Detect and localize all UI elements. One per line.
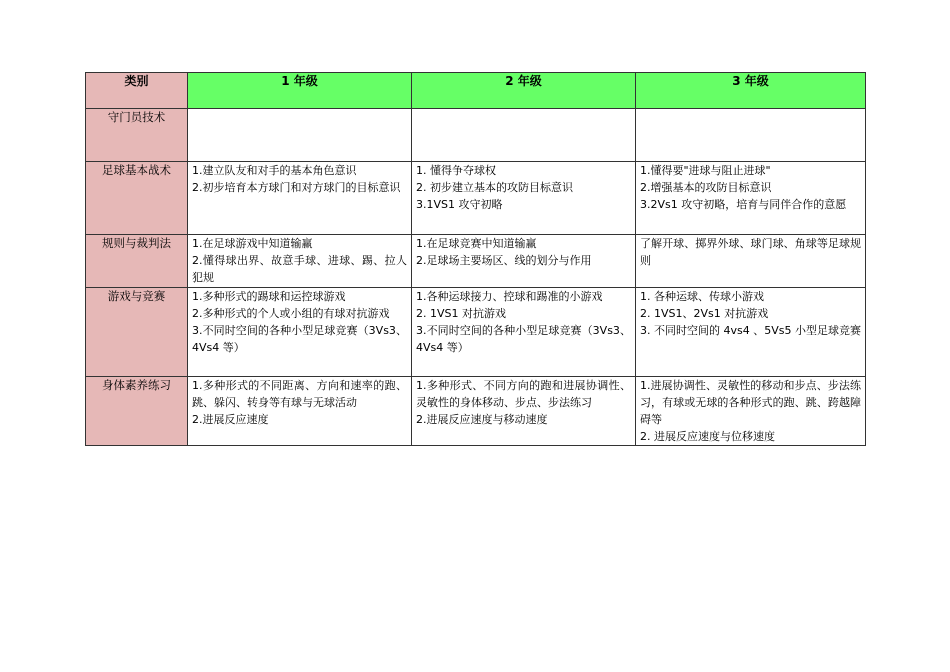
cell-line: 3.2Vs1 攻守初略，培育与同伴合作的意愿 [640,198,847,211]
row-category: 游戏与竞赛 [86,288,188,377]
table-cell [636,288,866,377]
cell-line: 2. 1VS1 对抗游戏 [416,307,506,320]
table-cell [636,109,866,162]
cell-line: 2.进展反应速度与移动速度 [416,413,548,426]
cell-line: 1.建立队友和对手的基本角色意识 [192,164,357,177]
cell-line: 3.不同时空间的各种小型足球竞赛（3Vs3、4Vs4 等） [192,324,407,354]
cell-line: 2.懂得球出界、故意手球、进球、踢、拉人犯规 [192,254,407,284]
table-cell [636,235,866,288]
table-cell [412,377,636,446]
table-cell [412,288,636,377]
cell-line: 2.进展反应速度 [192,413,269,426]
header-grade-1: 1 年级 [188,73,412,109]
header-category: 类别 [86,73,188,109]
cell-line: 2. 进展反应速度与位移速度 [640,430,775,443]
table-row [86,288,866,377]
table-cell [412,109,636,162]
cell-line: 2. 1VS1、2Vs1 对抗游戏 [640,307,769,320]
cell-line: 2.足球场主要场区、线的划分与作用 [416,254,592,267]
row-category: 身体素养练习 [86,377,188,446]
header-grade-2: 2 年级 [412,73,636,109]
cell-line: 2.增强基本的攻防目标意识 [640,181,772,194]
cell-line: 3. 不同时空间的 4vs4 、5Vs5 小型足球竞赛 [640,324,861,337]
cell-line: 1.多种形式的踢球和运控球游戏 [192,290,346,303]
cell-line: 3.不同时空间的各种小型足球竞赛（3Vs3、4Vs4 等） [416,324,631,354]
table-cell [412,235,636,288]
table-row [86,162,866,235]
curriculum-table [85,72,866,446]
table-cell [188,162,412,235]
cell-line: 1.懂得要"进球与阻止进球" [640,164,771,177]
table-cell [636,377,866,446]
cell-line: 3.1VS1 攻守初略 [416,198,503,211]
table-cell [188,235,412,288]
cell-line: 1.多种形式、不同方向的跑和进展协调性、灵敏性的身体移动、步点、步法练习 [416,379,631,409]
cell-line: 2.初步培育本方球门和对方球门的目标意识 [192,181,401,194]
table-cell [412,162,636,235]
table-cell [188,288,412,377]
table-cell [188,109,412,162]
cell-line: 1.各种运球接力、控球和踢准的小游戏 [416,290,603,303]
cell-line: 2.多种形式的个人或小组的有球对抗游戏 [192,307,390,320]
table-row [86,377,866,446]
header-row [86,73,866,109]
table-row [86,109,866,162]
cell-line: 1.在足球竞赛中知道输赢 [416,237,537,250]
table-cell [636,162,866,235]
cell-line: 1.进展协调性、灵敏性的移动和步点、步法练习，有球或无球的各种形式的跑、跳、跨越障碍等 [640,379,861,426]
header-grade-3: 3 年级 [636,73,866,109]
row-category: 足球基本战术 [86,162,188,235]
row-category: 守门员技术 [86,109,188,162]
table-row [86,235,866,288]
cell-line: 1. 各种运球、传球小游戏 [640,290,764,303]
cell-line: 2. 初步建立基本的攻防目标意识 [416,181,573,194]
cell-line: 1.在足球游戏中知道输赢 [192,237,313,250]
table-cell [188,377,412,446]
cell-line: 1.多种形式的不同距离、方向和速率的跑、跳、躲闪、转身等有球与无球活动 [192,379,407,409]
cell-line: 了解开球、掷界外球、球门球、角球等足球规则 [640,237,861,267]
row-category: 规则与裁判法 [86,235,188,288]
cell-line: 1. 懂得争夺球权 [416,164,496,177]
